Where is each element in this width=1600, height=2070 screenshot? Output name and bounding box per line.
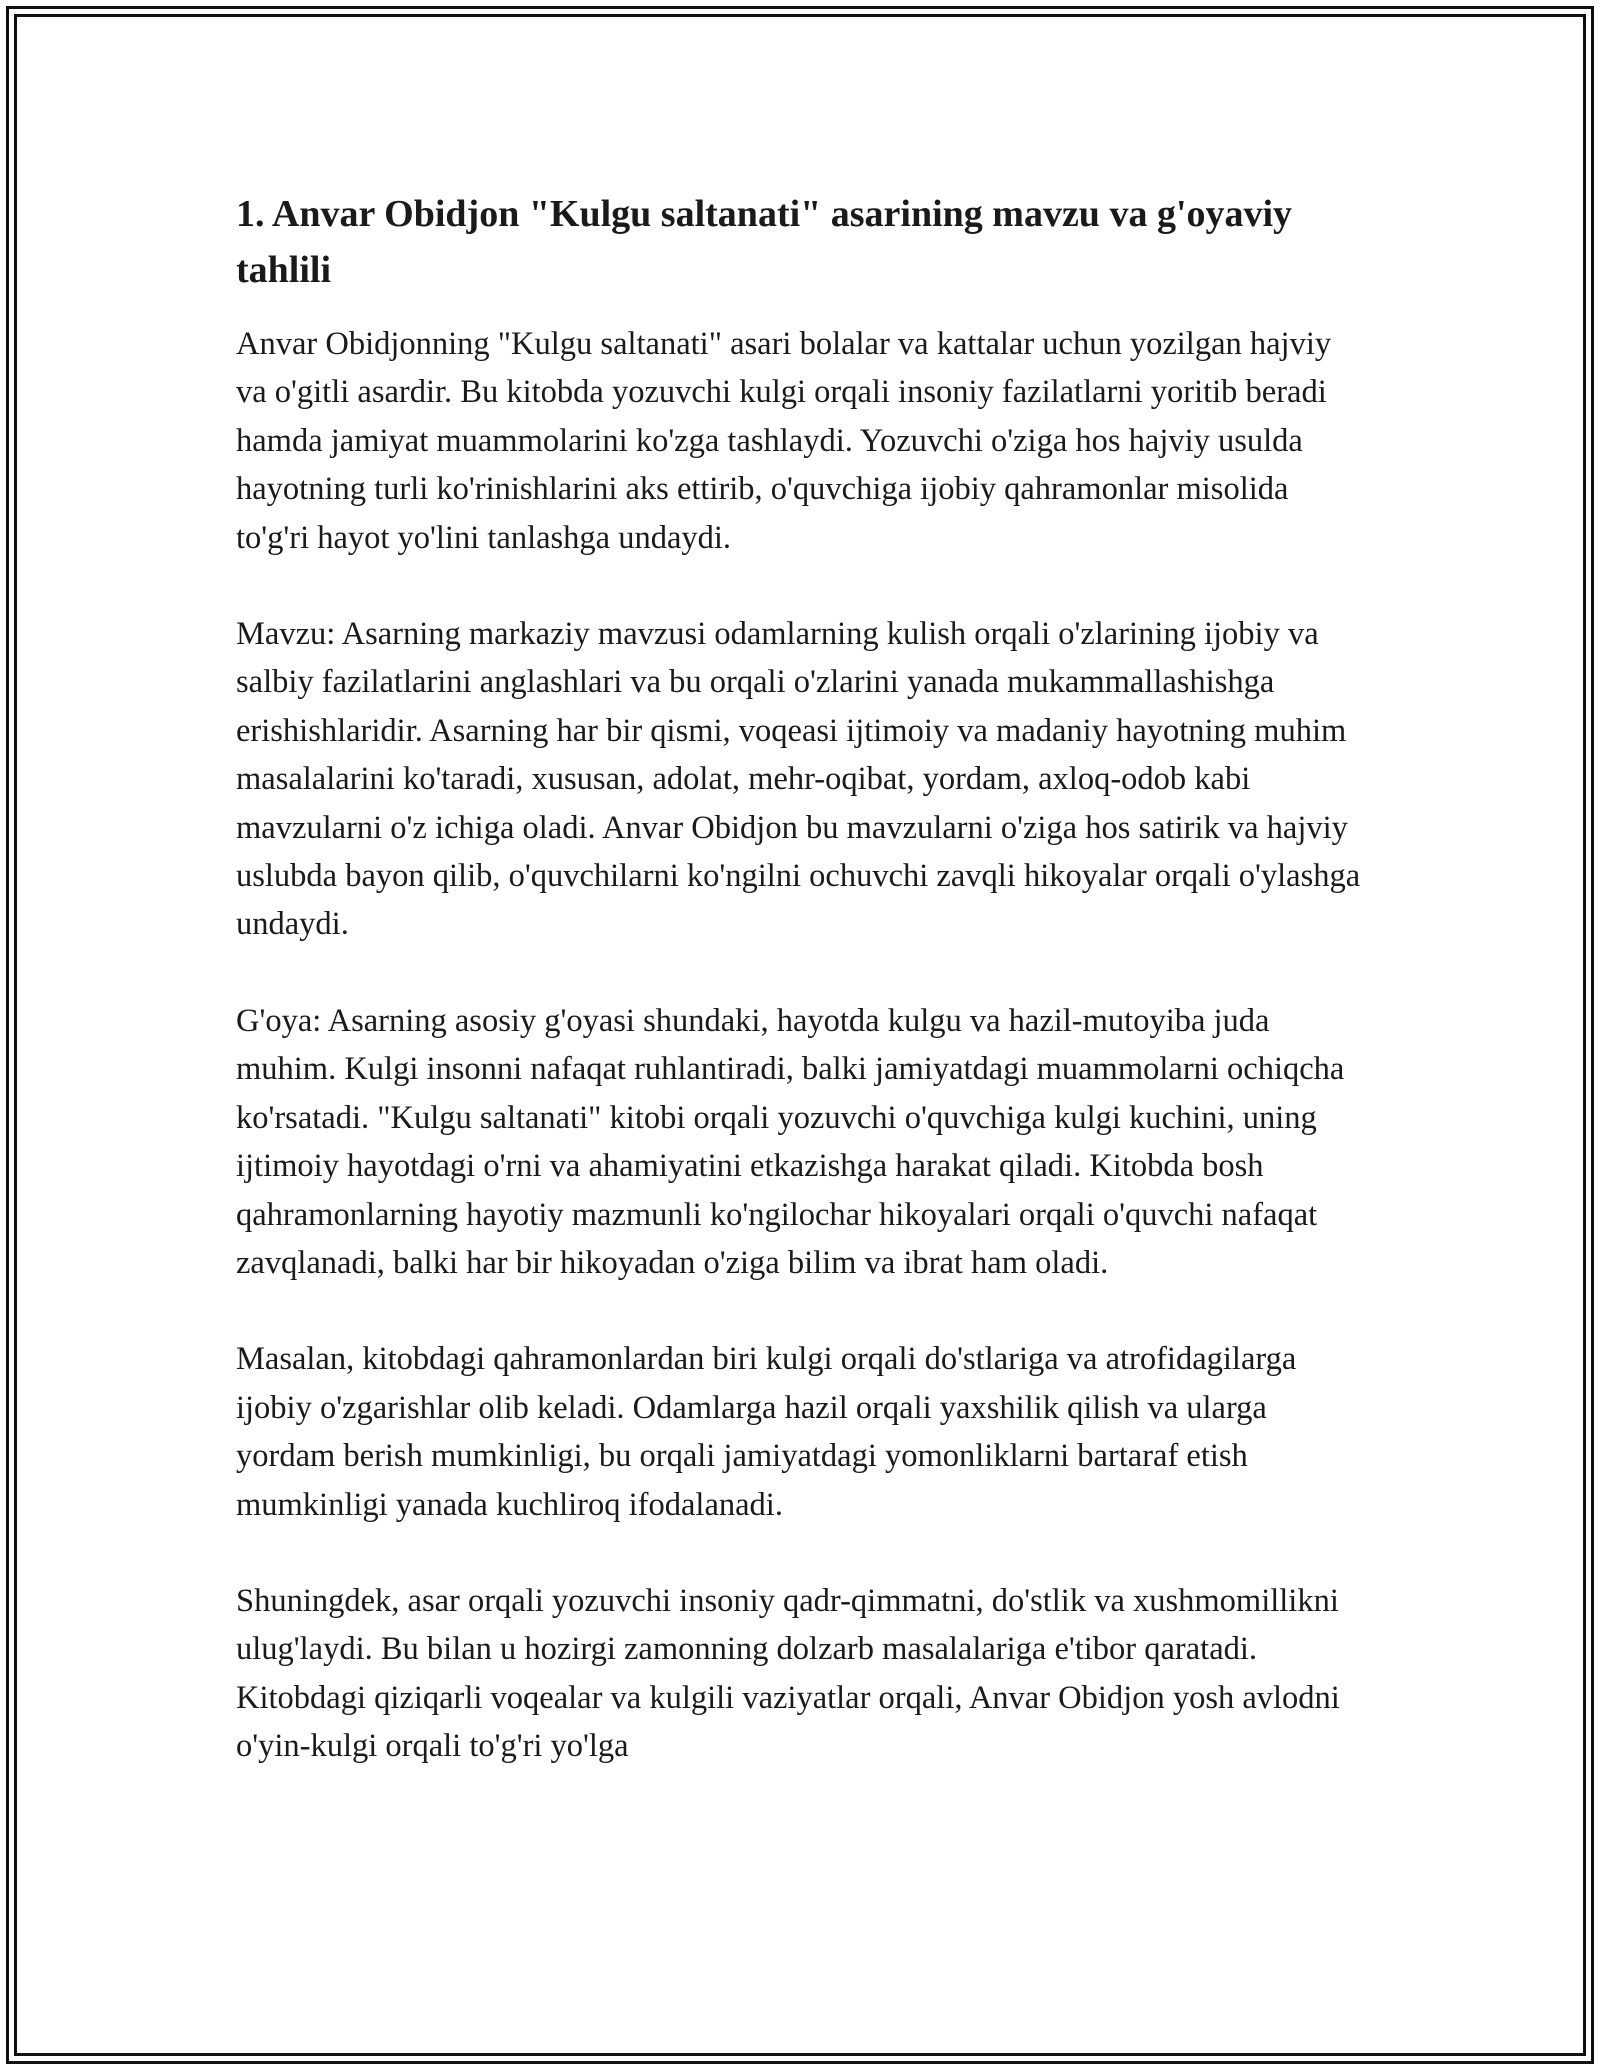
paragraph-goya: G'oya: Asarning asosiy g'oyasi shundaki, hayotda kulgu va hazil-mutoyiba juda muhim. Kulgi insonni nafaqat ruhlantiradi, balki jamiyatdagi muammolarni ochiqcha ko'rsatadi. "Kulgu saltanati" kitobi orqali yozuvchi o'quvchiga kulgi kuchini, uning ijtimoiy hayotdagi o'rni va ahamiyatini etkazishga harakat qiladi. Kitobda bosh qahramonlarning hayotiy mazmunli ko'ngilochar hikoyalari orqali o'quvchi nafaqat zavqlanadi, balki har bir hikoyadan o'ziga bilim va ibrat ham oladi. — [236, 1002, 1345, 1281]
document-title: 1. Anvar Obidjon "Kulgu saltanati" asarining mavzu va g'oyaviy tahlili — [236, 193, 1293, 291]
paragraph-masalan: Masalan, kitobdagi qahramonlardan biri kulgi orqali do'stlariga va atrofidagilarga ijobiy o'zgarishlar olib keladi. Odamlarga hazil orqali yaxshilik qilish va ularga yordam berish mumkinligi, bu orqali jamiyatdagi yomonliklarni bartaraf etish mumkinligi yanada kuchliroq ifodalanadi. — [236, 1341, 1297, 1523]
paragraph-shuningdek: Shuningdek, asar orqali yozuvchi insoniy qadr-qimmatni, do'stlik va xushmomillikni ulug'laydi. Bu bilan u hozirgi zamonning dolzarb masalalariga e'tibor qaratadi. Kitobdagi qiziqarli voqealar va kulgili vaziyatlar orqali, Anvar Obidjon yosh avlodni o'yin-kulgi orqali to'g'ri yo'lga — [236, 1582, 1340, 1765]
document-page — [236, 186, 1368, 1819]
paragraph-mavzu: Mavzu: Asarning markaziy mavzusi odamlarning kulish orqali o'zlarining ijobiy va salbiy fazilatlarini anglashlari va bu orqali o'zlarini yanada mukammallashishga erishishlaridir. Asarning har bir qismi, voqeasi ijtimoiy va madaniy hayotning muhim masalalarini ko'taradi, xususan, adolat, mehr-oqibat, yordam, axloq-odob kabi mavzularni o'z ichiga oladi. Anvar Obidjon bu mavzularni o'ziga hos satirik va hajviy uslubda bayon qilib, o'quvchilarni ko'ngilni ochuvchi zavqli hikoyalar orqali o'ylashga undaydi. — [236, 616, 1361, 943]
paragraph-intro: Anvar Obidjonning "Kulgu saltanati" asari bolalar va kattalar uchun yozilgan hajviy va o'gitli asardir. Bu kitobda yozuvchi kulgi orqali insoniy fazilatlarni yoritib beradi hamda jamiyat muammolarini ko'zga tashlaydi. Yozuvchi o'ziga hos hajviy usulda hayotning turli ko'rinishlarini aks ettirib, o'quvchiga ijobiy qahramonlar misolida to'g'ri hayot yo'lini tanlashga undaydi. — [236, 326, 1332, 556]
